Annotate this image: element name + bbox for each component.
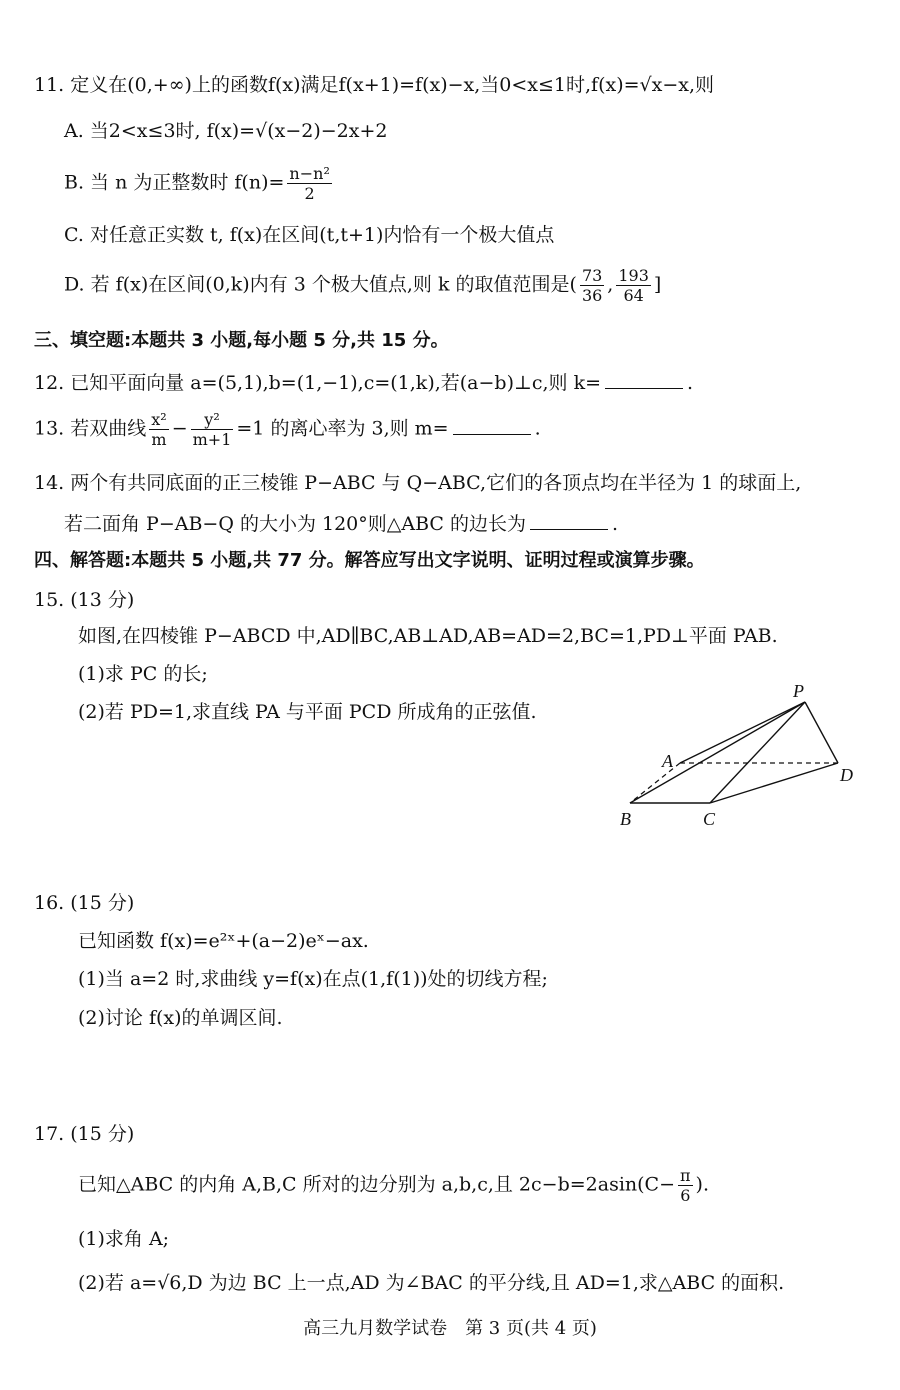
q17-line-1 bbox=[78, 1166, 709, 1205]
edge-PD bbox=[805, 702, 838, 763]
q17-fraction bbox=[678, 1166, 693, 1205]
q13 bbox=[34, 410, 541, 449]
q11-option-b bbox=[64, 164, 335, 203]
section-3-heading: 三、填空题:本题共 3 小题,每小题 5 分,共 15 分。 bbox=[34, 330, 449, 351]
q15-heading: 15. (13 分) bbox=[34, 589, 135, 611]
q11-option-b-text: B. 当 n 为正整数时 f(n)= bbox=[64, 171, 285, 194]
frac-denominator: m+1 bbox=[192, 430, 232, 450]
q14-line-2-text: 若二面角 P−AB−Q 的大小为 120°则△ABC 的边长为 bbox=[64, 513, 526, 535]
q11-option-d-fraction-1 bbox=[580, 266, 604, 305]
page-footer: 高三九月数学试卷 第 3 页(共 4 页) bbox=[303, 1318, 597, 1339]
q11-option-d-end: ] bbox=[653, 273, 662, 296]
q15-line-3: (2)若 PD=1,求直线 PA 与平面 PCD 所成角的正弦值. bbox=[78, 701, 537, 723]
q13-fraction-2 bbox=[191, 410, 234, 449]
q13-fraction-1 bbox=[149, 410, 168, 449]
edge-PA bbox=[680, 702, 805, 763]
label-C: C bbox=[703, 809, 716, 829]
q11-option-a: A. 当2<x≤3时, f(x)=√(x−2)−2x+2 bbox=[64, 120, 388, 142]
q11-option-d-text: D. 若 f(x)在区间(0,k)内有 3 个极大值点,则 k 的取值范围是( bbox=[64, 273, 577, 296]
frac-denominator: 64 bbox=[623, 286, 644, 306]
q16-line-2: (1)当 a=2 时,求曲线 y=f(x)在点(1,f(1))处的切线方程; bbox=[78, 968, 548, 990]
q11-option-b-fraction bbox=[287, 164, 331, 203]
q17-line-1-end: ). bbox=[695, 1173, 709, 1196]
q17-heading: 17. (15 分) bbox=[34, 1123, 135, 1145]
frac-denominator: 36 bbox=[581, 286, 603, 306]
frac-numerator: n−n² bbox=[289, 164, 330, 183]
label-B: B bbox=[620, 809, 631, 829]
q15-line-2: (1)求 PC 的长; bbox=[78, 663, 208, 685]
q13-answer-blank[interactable] bbox=[453, 416, 531, 435]
q12-end: . bbox=[687, 372, 694, 394]
frac-numerator: 193 bbox=[618, 266, 649, 285]
frac-denominator: 2 bbox=[304, 184, 315, 204]
frac-denominator: m bbox=[151, 430, 167, 450]
label-D: D bbox=[840, 765, 853, 785]
q16-line-3: (2)讨论 f(x)的单调区间. bbox=[78, 1007, 283, 1029]
q17-line-2: (1)求角 A; bbox=[78, 1228, 170, 1250]
q12-answer-blank[interactable] bbox=[605, 370, 683, 389]
q15-line-1: 如图,在四棱锥 P−ABCD 中,AD∥BC,AB⊥AD,AB=AD=2,BC=1,PD⊥平面 PAB. bbox=[78, 625, 778, 647]
q17-line-1-text: 已知△ABC 的内角 A,B,C 所对的边分别为 a,b,c,且 2c−b=2asin(C− bbox=[78, 1173, 676, 1196]
q14-line-2 bbox=[64, 511, 618, 536]
q13-minus: − bbox=[171, 417, 188, 440]
q15-pyramid-figure bbox=[600, 675, 870, 835]
q12 bbox=[34, 370, 693, 395]
q16-heading: 16. (15 分) bbox=[34, 892, 135, 914]
q11-option-c: C. 对任意正实数 t, f(x)在区间(t,t+1)内恰有一个极大值点 bbox=[64, 224, 555, 246]
q14-line-1: 14. 两个有共同底面的正三棱锥 P−ABC 与 Q−ABC,它们的各顶点均在半径为 1 的球面上, bbox=[34, 472, 802, 494]
frac-denominator: 6 bbox=[680, 1186, 691, 1206]
q11-stem: 11. 定义在(0,+∞)上的函数f(x)满足f(x+1)=f(x)−x,当0<x≤1时,f(x)=√x−x,则 bbox=[34, 74, 715, 96]
q13-prefix: 13. 若双曲线 bbox=[34, 417, 147, 440]
q14-end: . bbox=[612, 513, 619, 535]
section-4-heading: 四、解答题:本题共 5 小题,共 77 分。解答应写出文字说明、证明过程或演算步骤。 bbox=[34, 550, 705, 571]
q11-option-d bbox=[64, 266, 661, 305]
q17-line-3: (2)若 a=√6,D 为边 BC 上一点,AD 为∠BAC 的平分线,且 AD=1,求△ABC 的面积. bbox=[78, 1272, 785, 1294]
label-P: P bbox=[793, 681, 804, 701]
frac-numerator: 73 bbox=[581, 266, 603, 285]
frac-numerator: π bbox=[680, 1166, 691, 1185]
q11-option-d-fraction-2 bbox=[616, 266, 651, 305]
q13-end: . bbox=[534, 417, 541, 440]
edge-PB bbox=[630, 702, 805, 803]
label-A: A bbox=[662, 751, 673, 771]
q14-answer-blank[interactable] bbox=[530, 511, 608, 530]
frac-numerator: x² bbox=[151, 410, 167, 429]
q16-line-1: 已知函数 f(x)=e²ˣ+(a−2)eˣ−ax. bbox=[78, 930, 369, 952]
q12-text: 12. 已知平面向量 a=(5,1),b=(1,−1),c=(1,k),若(a−b)⊥c,则 k= bbox=[34, 372, 602, 394]
frac-numerator: y² bbox=[191, 410, 234, 430]
q13-suffix: =1 的离心率为 3,则 m= bbox=[236, 417, 449, 440]
q11-option-d-sep: , bbox=[607, 273, 614, 296]
